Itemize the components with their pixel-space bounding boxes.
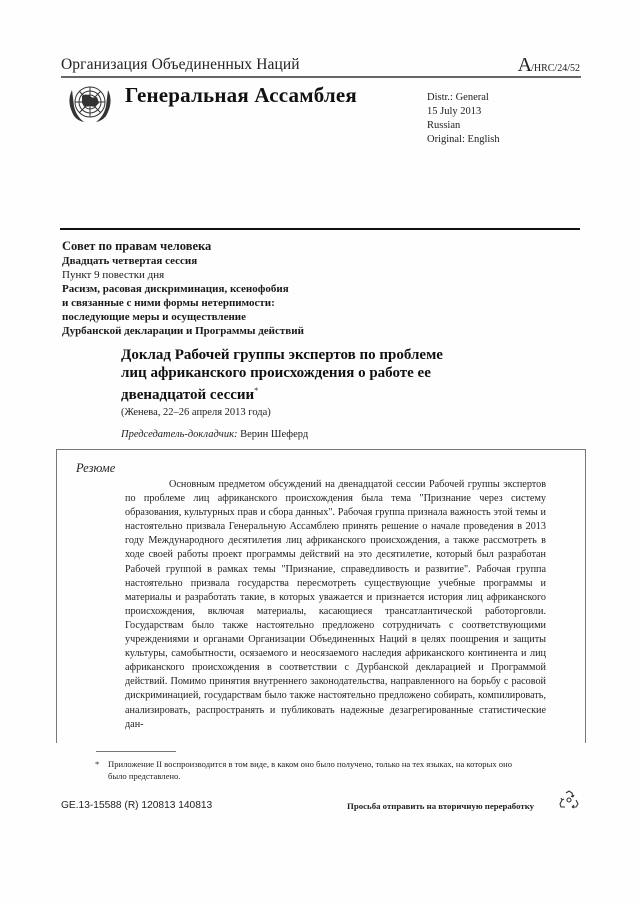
distribution-block — [427, 91, 500, 147]
symbol-suffix: /HRC/24/52 — [531, 63, 580, 74]
report-title — [121, 346, 481, 404]
chair-name: Верин Шеферд — [237, 429, 309, 440]
summary-heading: Резюме — [76, 461, 116, 475]
un-emblem-icon — [64, 82, 116, 126]
section-rule — [60, 228, 580, 230]
original-language: Original: English — [427, 134, 500, 145]
symbol-prefix: A — [517, 54, 532, 76]
recycle-notice: Просьба отправить на вторичную переработку — [347, 801, 535, 811]
header-rule — [61, 76, 581, 78]
agenda-item: Пункт 9 повестки дня — [62, 269, 165, 281]
report-title-line: Доклад Рабочей группы экспертов по проблеме — [121, 347, 443, 363]
meeting-place-date: (Женева, 22–26 апреля 2013 года) — [121, 407, 271, 418]
footnote — [95, 759, 528, 782]
organization-name: Организация Объединенных Наций — [61, 56, 300, 73]
agenda-title-line: и связанные с ними формы нетерпимости: — [62, 297, 275, 309]
report-title-line: двенадцатой сессии — [121, 387, 255, 403]
council-name: Совет по правам человека — [62, 239, 212, 253]
session-block — [62, 238, 304, 338]
recycle-icon — [558, 789, 580, 811]
distribution-date: 15 July 2013 — [427, 106, 482, 117]
distribution-type: Distr.: General — [427, 92, 489, 103]
summary-text: Основным предметом обсуждений на двенадцатой сессии Рабочей группы экспертов по проблеме лиц африканского происхождения была тема "Признание через систему образования, культурных прав и сбора данных". Рабочая группа признала важность этой темы и настоятельно призвала Генеральную Ассамблею принять решение о начале проведения в 2013 году Международного десятилетия лиц африканского происхождения, а также рассмотреть в ходе своей работы проект программы действий на это десятилетие, который был разработан Рабочей группой в рамках темы "Признание, справедливость и развитие". Рабочая группа настоятельно призвала государства пересмотреть существующие учебные программы и материалы и разработать такие, в которых уважается и признается история лиц африканского происхождения, включая материалы, касающиеся трансатлантической работорговли. Государствам было также настоятельно предложено сотрудничать с соответствующими учреждениями и органами Организации Объединенных Наций в целях поощрения и защиты культуры, самобытности, осязаемого и неосязаемого наследия африканского континента и лиц африканского происхождения в соответствии с Дурбанской декларацией и Программой действий. Помимо принятия внутреннего законодательства, направленного на борьбу с расовой дискриминацией, государствам было также настоятельно предложено собирать, компилировать, анализировать, распространять и публиковать надежные дезагрегированные статистические дан- — [125, 479, 546, 730]
document-language: Russian — [427, 120, 461, 131]
footnote-text: Приложение II воспроизводится в том виде, в каком оно было получено, только на тех языках, на которых оно было представлено. — [108, 759, 512, 781]
report-title-line: лиц африканского происхождения о работе ее — [121, 365, 431, 381]
chair-rapporteur — [121, 429, 308, 440]
chair-label: Председатель-докладчик: — [121, 429, 238, 440]
agenda-title-line: Расизм, расовая дискриминация, ксенофобия — [62, 283, 289, 295]
general-assembly-title: Генеральная Ассамблея — [125, 83, 357, 107]
agenda-title-line: Дурбанской декларации и Программы действий — [62, 325, 304, 337]
footnote-mark: * — [95, 759, 100, 769]
footnote-rule — [96, 751, 176, 752]
document-symbol — [518, 54, 580, 77]
agenda-title-line: последующие меры и осуществление — [62, 311, 247, 323]
session-name: Двадцать четвертая сессия — [62, 255, 198, 267]
document-number: GE.13-15588 (R) 120813 140813 — [61, 800, 213, 811]
footnote-reference[interactable]: * — [254, 386, 259, 395]
